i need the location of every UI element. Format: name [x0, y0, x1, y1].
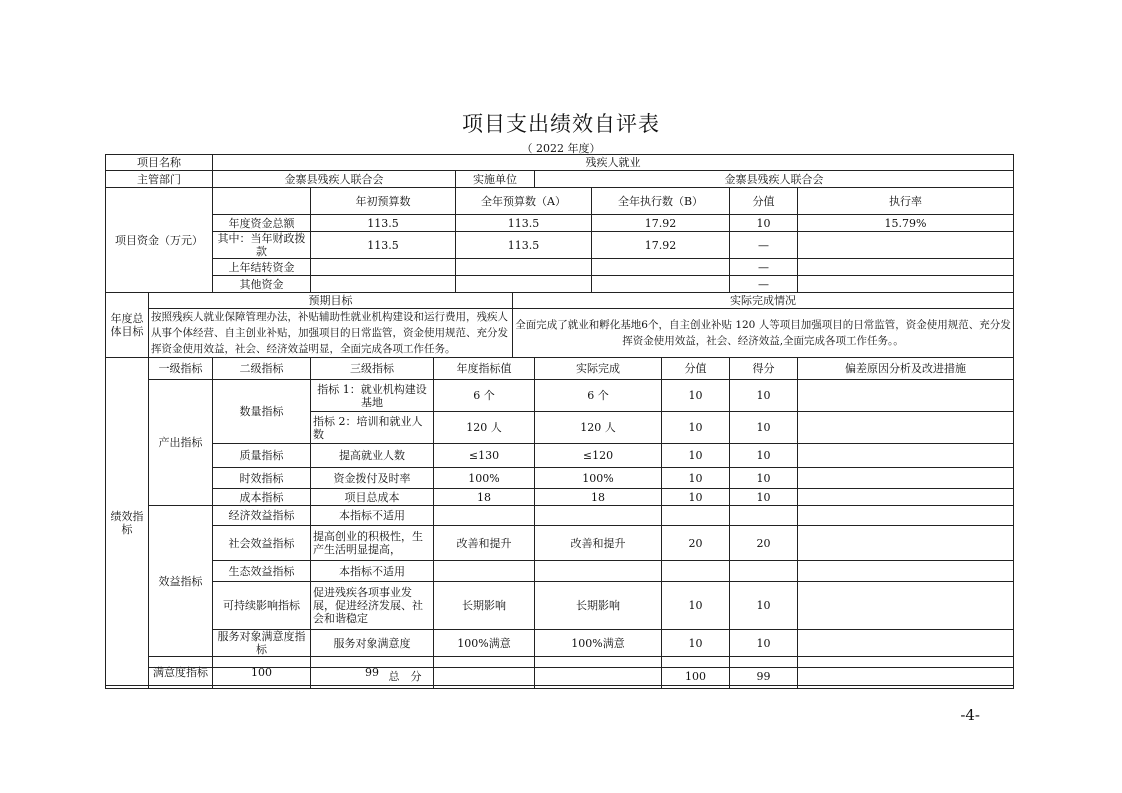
dept-row: [106, 171, 1014, 188]
perf-actual: 100%满意: [535, 630, 662, 657]
perf-score: [730, 561, 798, 582]
perf-l2: 成本指标: [213, 489, 311, 506]
perf-actual: 长期影响: [535, 582, 662, 630]
funds-row-label: 年度资金总额: [213, 215, 311, 232]
funds-initial: [311, 259, 456, 276]
perf-target: 18: [434, 489, 535, 506]
perf-label: 绩效指标: [106, 358, 149, 689]
perf-actual: [535, 561, 662, 582]
funds-row-label: 其中：当年财政拨款: [213, 232, 311, 259]
satisfaction-score: 99: [311, 657, 434, 689]
perf-deviation: [798, 468, 1014, 489]
perf-score: [730, 506, 798, 526]
perf-l3: 提高创业的积极性，生产生活明显提高，: [311, 526, 434, 561]
perf-actual: ≤120: [535, 444, 662, 468]
funds-score-value: —: [730, 276, 798, 293]
perf-value: 10: [662, 468, 730, 489]
satisfaction-label: 满意度指标: [149, 657, 213, 689]
perf-row: [106, 526, 1014, 561]
funds-rate: 15.79%: [798, 215, 1014, 232]
page-number: -4-: [960, 706, 980, 724]
perf-value: [662, 561, 730, 582]
perf-deviation: [798, 412, 1014, 444]
funds-exec: [592, 276, 730, 293]
perf-row: [106, 582, 1014, 630]
impl-unit-label: 实施单位: [456, 171, 535, 188]
perf-actual: 改善和提升: [535, 526, 662, 561]
self-evaluation-table: [105, 154, 1014, 689]
perf-deviation: [798, 444, 1014, 468]
funds-score-value: 10: [730, 215, 798, 232]
funds-score-value: —: [730, 259, 798, 276]
perf-score: 10: [730, 489, 798, 506]
perf-target: 100%: [434, 468, 535, 489]
perf-l3: 促进残疾各项事业发展，促进经济发展、社会和谐稳定: [311, 582, 434, 630]
perf-actual: 6 个: [535, 380, 662, 412]
perf-l2: 生态效益指标: [213, 561, 311, 582]
funds-header: 全年执行数（B）: [592, 188, 730, 215]
perf-deviation: [798, 630, 1014, 657]
funds-budget: 113.5: [456, 232, 592, 259]
perf-l2: 经济效益指标: [213, 506, 311, 526]
perf-deviation: [798, 489, 1014, 506]
funds-budget: [456, 259, 592, 276]
perf-l2: 时效指标: [213, 468, 311, 489]
dept-value: 金寨县残疾人联合会: [213, 171, 456, 188]
perf-l2: 社会效益指标: [213, 526, 311, 561]
funds-rate: [798, 276, 1014, 293]
perf-actual: [535, 506, 662, 526]
perf-score: 10: [730, 412, 798, 444]
perf-score: 10: [730, 582, 798, 630]
perf-score: 10: [730, 444, 798, 468]
perf-header: 实际完成: [535, 358, 662, 380]
perf-row: [106, 506, 1014, 526]
perf-target: 6 个: [434, 380, 535, 412]
quantity-indicators-label: 数量指标: [213, 380, 311, 444]
perf-score: 20: [730, 526, 798, 561]
funds-header: 执行率: [798, 188, 1014, 215]
benefit-indicators-label: 效益指标: [149, 506, 213, 657]
goals-actual-label: 实际完成情况: [513, 293, 1014, 309]
perf-row: [106, 444, 1014, 468]
perf-target: 长期影响: [434, 582, 535, 630]
output-indicators-label: 产出指标: [149, 380, 213, 506]
perf-l3: 提高就业人数: [311, 444, 434, 468]
perf-target: [434, 561, 535, 582]
funds-row: [106, 259, 1014, 276]
goals-header-row: [106, 293, 1014, 309]
perf-deviation: [798, 582, 1014, 630]
perf-value: 10: [662, 412, 730, 444]
perf-target: 改善和提升: [434, 526, 535, 561]
perf-actual: 100%: [535, 468, 662, 489]
total-deviation: [798, 668, 1014, 686]
perf-deviation: [798, 561, 1014, 582]
perf-row: [106, 380, 1014, 412]
goals-expected-label: 预期目标: [149, 293, 513, 309]
perf-l3: 指标 1：就业机构建设基地: [311, 380, 434, 412]
goals-label: 年度总体目标: [106, 293, 149, 358]
perf-row: [106, 468, 1014, 489]
perf-value: 10: [662, 582, 730, 630]
perf-value: [662, 506, 730, 526]
perf-deviation: [798, 380, 1014, 412]
perf-l3: 服务对象满意度: [311, 630, 434, 657]
funds-initial: 113.5: [311, 232, 456, 259]
funds-row: [106, 232, 1014, 259]
funds-score-value: —: [730, 232, 798, 259]
funds-header-row: [106, 188, 1014, 215]
perf-actual: 18: [535, 489, 662, 506]
perf-l3: 资金拨付及时率: [311, 468, 434, 489]
perf-target: 100%满意: [434, 630, 535, 657]
perf-target: 120 人: [434, 412, 535, 444]
perf-l3: 项目总成本: [311, 489, 434, 506]
perf-header: 二级指标: [213, 358, 311, 380]
perf-target: [434, 506, 535, 526]
funds-rate: [798, 232, 1014, 259]
perf-header: 分值: [662, 358, 730, 380]
satisfaction-value: 100: [213, 657, 311, 689]
perf-deviation: [798, 506, 1014, 526]
goals-actual-text: 全面完成了就业和孵化基地6个，自主创业补贴 120 人等项目加强项目的日常监管，资金使用规范、充分发挥资金使用效益，社会、经济效益,全面完成各项工作任务。。: [513, 309, 1014, 358]
funds-header-blank: [213, 188, 311, 215]
perf-header: 年度指标值: [434, 358, 535, 380]
project-name-value: 残疾人就业: [213, 155, 1014, 171]
perf-score: 10: [730, 468, 798, 489]
total-score: 99: [730, 668, 798, 686]
perf-target: ≤130: [434, 444, 535, 468]
goals-content-row: [106, 309, 1014, 358]
perf-header: 一级指标: [149, 358, 213, 380]
perf-header: 三级指标: [311, 358, 434, 380]
total-value: 100: [662, 668, 730, 686]
perf-deviation: [798, 526, 1014, 561]
perf-l3: 本指标不适用: [311, 561, 434, 582]
perf-l3: 指标 2：培训和就业人数: [311, 412, 434, 444]
perf-l2: 可持续影响指标: [213, 582, 311, 630]
goals-expected-text: 按照残疾人就业保障管理办法，补贴辅助性就业机构建设和运行费用，残疾人从事个体经营、自主创业补贴，加强项目的日常监管，资金使用规范、充分发挥资金使用效益，社会、经济效益明显，全面完成各项工作任务。: [149, 309, 513, 358]
perf-score: 10: [730, 380, 798, 412]
total-label: 总 分: [149, 668, 662, 686]
perf-score: 10: [730, 630, 798, 657]
perf-l2: 质量指标: [213, 444, 311, 468]
funds-initial: 113.5: [311, 215, 456, 232]
funds-budget: 113.5: [456, 215, 592, 232]
impl-unit-value: 金寨县残疾人联合会: [535, 171, 1014, 188]
perf-header: 得分: [730, 358, 798, 380]
funds-label: 项目资金（万元）: [106, 188, 213, 293]
perf-l2: 服务对象满意度指标: [213, 630, 311, 657]
funds-header: 全年预算数（A）: [456, 188, 592, 215]
perf-value: 10: [662, 630, 730, 657]
funds-exec: 17.92: [592, 215, 730, 232]
funds-rate: [798, 259, 1014, 276]
total-table: [105, 667, 1014, 686]
perf-value: 20: [662, 526, 730, 561]
total-blank: [106, 668, 149, 686]
perf-value: 10: [662, 380, 730, 412]
funds-row: [106, 276, 1014, 293]
funds-initial: [311, 276, 456, 293]
funds-header: 分值: [730, 188, 798, 215]
funds-row: [106, 215, 1014, 232]
perf-l3: 本指标不适用: [311, 506, 434, 526]
funds-budget: [456, 276, 592, 293]
perf-value: 10: [662, 444, 730, 468]
dept-label: 主管部门: [106, 171, 213, 188]
funds-row-label: 上年结转资金: [213, 259, 311, 276]
funds-exec: 17.92: [592, 232, 730, 259]
perf-actual: 120 人: [535, 412, 662, 444]
perf-value: 10: [662, 489, 730, 506]
perf-header: 偏差原因分析及改进措施: [798, 358, 1014, 380]
project-name-row: [106, 155, 1014, 171]
total-row: [106, 668, 1014, 686]
project-name-label: 项目名称: [106, 155, 213, 171]
year-subtitle: （ 2022 年度）: [521, 142, 601, 155]
perf-row: [106, 489, 1014, 506]
perf-row: [106, 630, 1014, 657]
funds-row-label: 其他资金: [213, 276, 311, 293]
page-title: 项目支出绩效自评表: [462, 112, 660, 136]
perf-header-row: [106, 358, 1014, 380]
funds-header: 年初预算数: [311, 188, 456, 215]
funds-exec: [592, 259, 730, 276]
perf-row: [106, 561, 1014, 582]
